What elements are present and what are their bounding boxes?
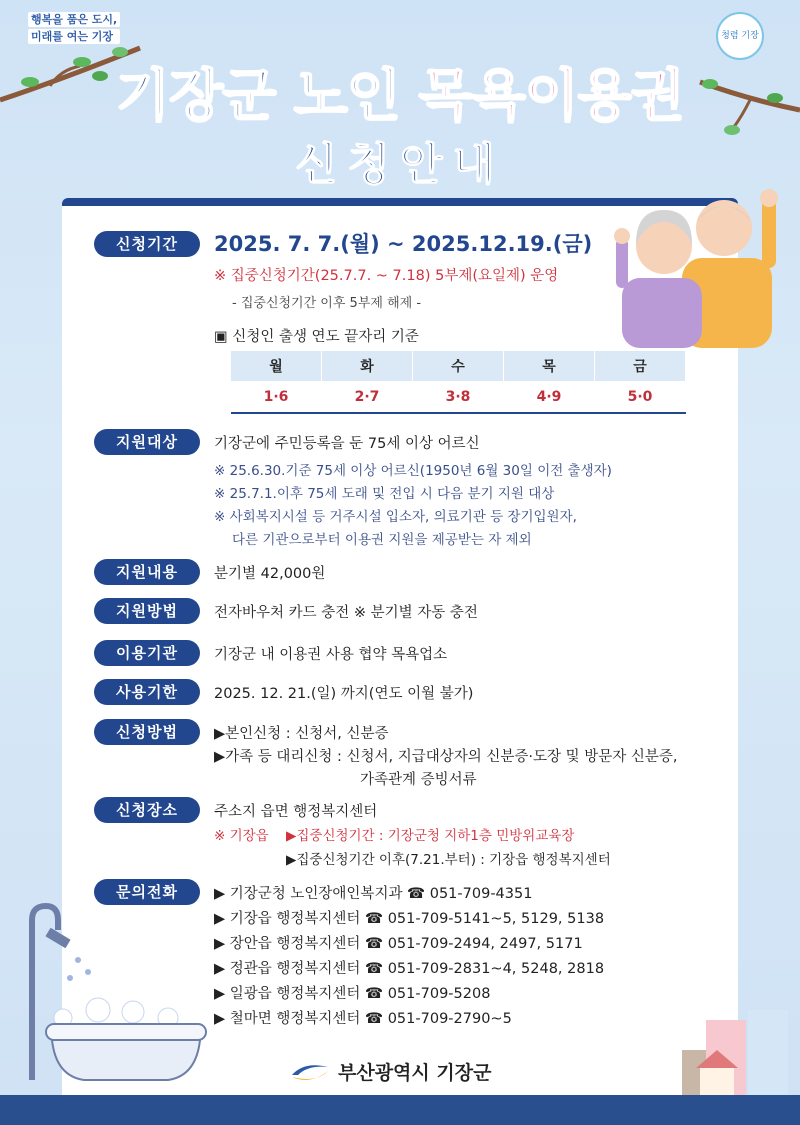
label-apply: 신청방법: [94, 719, 200, 745]
slogan-line-1: 행복을 품은 도시,: [28, 12, 120, 27]
expiry-main: 2025. 12. 21.(일) 까지(연도 이월 불가): [214, 686, 474, 702]
period-after-note: - 집중신청기간 이후 5부제 해제 -: [232, 296, 422, 311]
place-note-after: ▶집중신청기간 이후(7.21.부터) : 기장읍 행정복지센터: [286, 852, 611, 868]
bathtub-illustration: [18, 900, 218, 1090]
period-intensive-note: ※ 집중신청기간(25.7.7. ~ 7.18) 5부제(요일제) 운영: [214, 268, 559, 284]
contact-line: ▶ 기장군청 노인장애인복지과 ☎ 051-709-4351: [214, 886, 533, 902]
contact-line: ▶ 일광읍 행정복지센터 ☎ 051-709-5208: [214, 986, 491, 1002]
period-dates: 2025. 7. 7.(월) ~ 2025.12.19.(금): [214, 232, 593, 256]
day-header: 수: [413, 351, 504, 382]
day-header: 목: [504, 351, 595, 382]
label-contact: 문의전화: [94, 879, 200, 905]
place-note-area: ※ 기장읍: [214, 828, 269, 844]
apply-line-3: 가족관계 증빙서류: [360, 772, 477, 788]
contact-line: ▶ 정관읍 행정복지센터 ☎ 051-709-2831~4, 5248, 2818: [214, 961, 605, 977]
method-main: 전자바우처 카드 충전 ※ 분기별 자동 충전: [214, 605, 478, 621]
main-title-part-2: 목욕이용권: [418, 64, 684, 129]
digit-cell: 1·6: [231, 382, 322, 414]
day-header: 월: [231, 351, 322, 382]
target-note-1: ※ 25.6.30.기준 75세 이상 어르신(1950년 6월 30일 이전 출생자): [214, 463, 612, 479]
digit-cell: 5·0: [595, 382, 686, 414]
apply-line-1: ▶본인신청 : 신청서, 신분증: [214, 726, 389, 742]
city-slogan: [28, 12, 120, 46]
main-title: [0, 52, 800, 132]
org-name: 부산광역시 기장군: [338, 1062, 492, 1084]
table-caption: ▣ 신청인 출생 연도 끝자리 기준: [214, 329, 419, 345]
seal-text: 청렴 기장: [721, 31, 759, 41]
label-expiry: 사용기한: [94, 679, 200, 705]
main-title-part-1: 기장군 노인: [116, 64, 419, 129]
label-content: 지원내용: [94, 559, 200, 585]
elderly-couple-illustration: [612, 188, 782, 348]
birth-year-table: [230, 350, 686, 414]
place-note-intensive: ▶집중신청기간 : 기장군청 지하1층 민방위교육장: [286, 828, 575, 844]
label-period: 신청기간: [94, 231, 200, 257]
place-main: 주소지 읍면 행정복지센터: [214, 804, 378, 820]
footer-bar: [0, 1095, 800, 1125]
org-logo: [290, 1058, 491, 1085]
sub-title: 신청안내: [294, 139, 505, 190]
content-main: 분기별 42,000원: [214, 566, 326, 582]
contact-line: ▶ 철마면 행정복지센터 ☎ 051-709-2790~5: [214, 1011, 512, 1027]
target-main: 기장군에 주민등록을 둔 75세 이상 어르신: [214, 436, 480, 452]
digit-cell: 4·9: [504, 382, 595, 414]
target-note-4: 다른 기관으로부터 이용권 지원을 제공받는 자 제외: [232, 532, 532, 548]
busan-gijang-emblem-icon: [290, 1061, 330, 1083]
apply-line-2: ▶가족 등 대리신청 : 신청서, 지급대상자의 신분증·도장 및 방문자 신분증,: [214, 749, 678, 765]
slogan-line-2: 미래를 여는 기장: [28, 29, 120, 44]
houses-illustration: [676, 1010, 800, 1100]
digit-cell: 3·8: [413, 382, 504, 414]
contact-line: ▶ 장안읍 행정복지센터 ☎ 051-709-2494, 2497, 5171: [214, 936, 583, 952]
label-target: 지원대상: [94, 429, 200, 455]
day-header: 금: [595, 351, 686, 382]
contact-line: ▶ 기장읍 행정복지센터 ☎ 051-709-5141~5, 5129, 5138: [214, 911, 605, 927]
label-method: 지원방법: [94, 598, 200, 624]
facility-main: 기장군 내 이용권 사용 협약 목욕업소: [214, 647, 448, 663]
day-header: 화: [322, 351, 413, 382]
label-place: 신청장소: [94, 797, 200, 823]
target-note-2: ※ 25.7.1.이후 75세 도래 및 전입 시 다음 분기 지원 대상: [214, 486, 555, 502]
label-facility: 이용기관: [94, 640, 200, 666]
digit-cell: 2·7: [322, 382, 413, 414]
target-note-3: ※ 사회복지시설 등 거주시설 입소자, 의료기관 등 장기입원자,: [214, 509, 577, 525]
